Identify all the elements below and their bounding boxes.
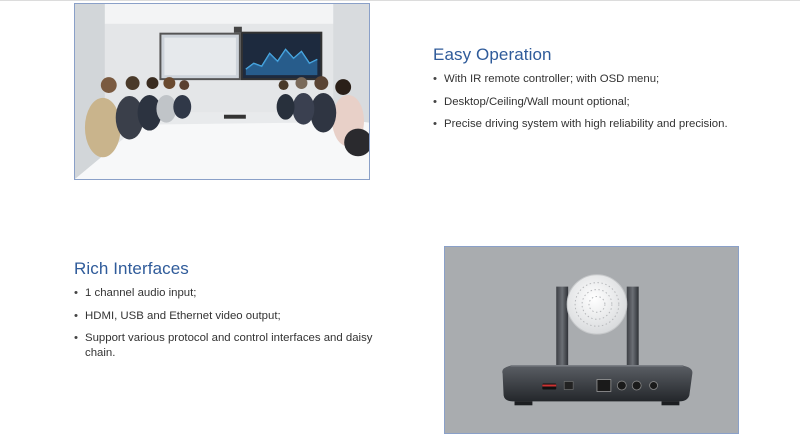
rich-interfaces-section	[74, 259, 374, 369]
rich-interfaces-list	[74, 286, 374, 361]
easy-operation-heading: Easy Operation	[433, 45, 552, 64]
rich-interfaces-heading: Rich Interfaces	[74, 259, 189, 278]
easy-operation-list	[433, 72, 773, 132]
list-item: • Desktop/Ceiling/Wall mount optional;	[433, 95, 773, 110]
easy-operation-section	[433, 45, 773, 140]
list-item: • Precise driving system with high reliability and precision.	[433, 117, 773, 132]
list-item: • HDMI, USB and Ethernet video output;	[74, 309, 374, 324]
list-item: • Support various protocol and control interfaces and daisy chain.	[74, 331, 374, 361]
list-item: • With IR remote controller; with OSD menu;	[433, 72, 773, 87]
list-item: • 1 channel audio input;	[74, 286, 374, 301]
top-divider	[0, 0, 800, 1]
conference-room-photo	[74, 3, 370, 180]
ptz-camera-rear-photo	[444, 246, 739, 434]
